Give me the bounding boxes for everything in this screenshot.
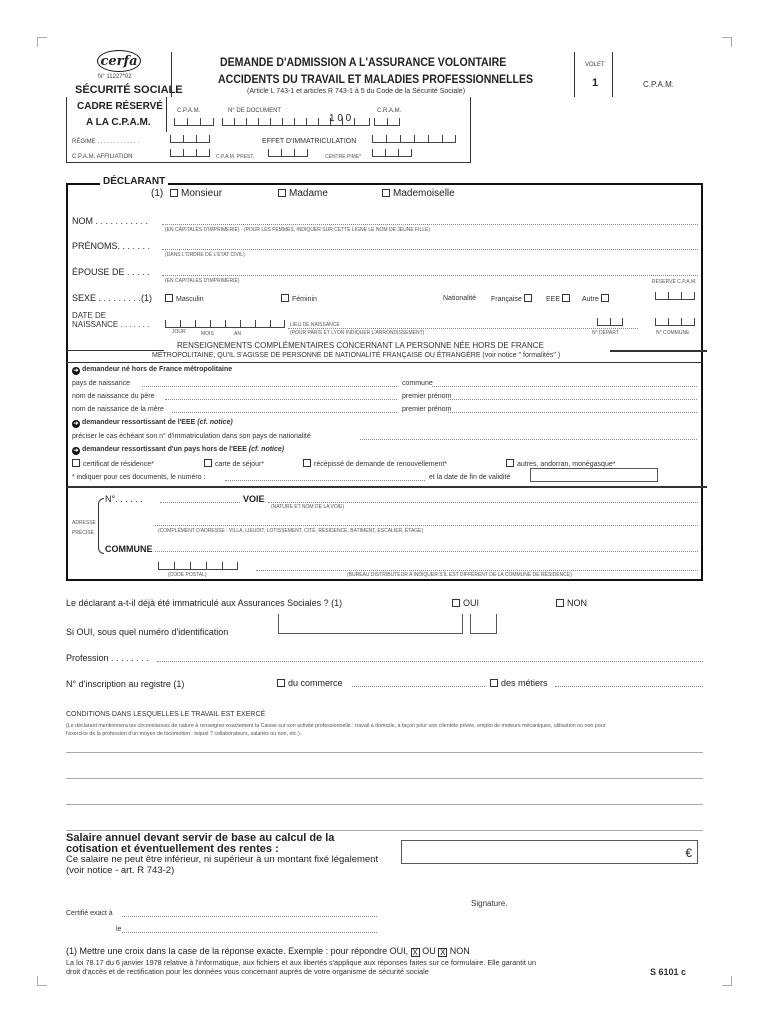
foreign-title-line1: RENSEIGNEMENTS COMPLÉMENTAIRES CONCERNANT LA PERSONNE NÉE HORS DE FRANCE xyxy=(177,341,544,350)
conditions-title: CONDITIONS DANS LESQUELLES LE TRAVAIL EST EXERCÉ xyxy=(66,711,266,718)
form-title-line1: DEMANDE D'ADMISSION A L'ASSURANCE VOLONTAIRE xyxy=(220,55,507,69)
form-number: N° 11227*02 xyxy=(98,74,132,80)
civility-row xyxy=(151,188,163,199)
doc-number-text-field[interactable] xyxy=(225,480,425,481)
crop-mark-bl xyxy=(37,976,47,986)
depart-label: N° DÉPART xyxy=(592,330,619,336)
org-name: SÉCURITÉ SOCIALE xyxy=(75,84,183,96)
salary-field[interactable] xyxy=(401,840,698,864)
cpam-box-title2: A LA C.P.A.M. xyxy=(86,117,151,128)
law-notice-line1: La loi 78.17 du 6 janvier 1978 relative à l'informatique, aux fichiers et aux libertés s'applique aux réponses faites sur ce formulaire. Elle garantit un xyxy=(66,958,537,967)
profession-field[interactable] xyxy=(157,661,703,662)
prenoms-hint: (DANS L'ORDRE DE L'ÉTAT CIVIL) xyxy=(165,252,245,258)
epouse-field[interactable] xyxy=(162,275,698,276)
numero-label: N°. . . . . . xyxy=(105,494,143,504)
immatricule-non[interactable]: NON xyxy=(556,598,587,608)
doc-number-value: 1 0 0 xyxy=(329,113,352,124)
le-label: le xyxy=(116,926,122,933)
cerfa-logo xyxy=(97,50,141,72)
example-checkbox-x-2: X xyxy=(440,948,446,957)
certificat-checkbox[interactable] xyxy=(72,459,80,467)
conditions-hint2: l'exercice de la profession d'un moyen de locomotion : lequel ? collaborateurs, salariés ou non, etc.). xyxy=(66,731,302,737)
cpam-label: C.P.A.M. xyxy=(177,108,201,114)
nom-field[interactable] xyxy=(162,224,698,225)
registre-label: N° d'inscription au registre (1) xyxy=(66,679,185,689)
doc-autres[interactable]: autres, andorran, monégasque* xyxy=(506,459,615,468)
an-label: AN xyxy=(234,331,241,337)
adresse-label2: PRÉCISE xyxy=(72,530,94,536)
nom-mere-label: nom de naissance de la mère xyxy=(72,406,164,413)
signature-label: Signature. xyxy=(471,899,508,908)
commerce-checkbox[interactable] xyxy=(277,679,285,687)
fin-validite-field[interactable] xyxy=(530,468,658,482)
crop-mark-tr xyxy=(722,37,732,47)
bureau-field[interactable] xyxy=(256,570,698,571)
address-brace xyxy=(98,498,104,554)
commune-addr-field[interactable] xyxy=(155,551,698,552)
nom-label: NOM . . . . . . . . . . . xyxy=(72,216,149,226)
numero-question: Si OUI, sous quel numéro d'identification xyxy=(66,627,229,637)
depart-field[interactable] xyxy=(597,317,623,326)
arrow-icon: ➔ xyxy=(73,421,79,427)
commune-code-label: N° COMMUNE xyxy=(656,330,690,336)
foreign-title-line2: MÉTROPOLITAINE, QU'IL S'AGISSE DE PERSONNE DE NATIONALITÉ FRANÇAISE OU ÉTRANGÈRE (voir notice " formalités" ) xyxy=(152,352,561,359)
civility-mademoiselle[interactable]: Mademoiselle xyxy=(382,188,455,199)
conditions-line1[interactable] xyxy=(66,752,703,753)
mois-label: MOIS xyxy=(201,331,214,337)
cerfa-logo-text: cerfa xyxy=(100,53,138,69)
feminin-checkbox[interactable] xyxy=(281,294,289,302)
cram-label: C.R.A.M. xyxy=(377,108,402,114)
code-postal-field[interactable] xyxy=(158,561,238,570)
voie-hint: (NATURE ET NOM DE LA VOIE) xyxy=(271,504,345,510)
autres-checkbox[interactable] xyxy=(506,459,514,467)
volet-label: VOLET xyxy=(585,62,605,68)
immat-label: préciser le cas échéant son n° d'immatriculation dans son pays de nationalité xyxy=(72,433,311,440)
euro-icon: € xyxy=(685,846,692,860)
prenoms-label: PRÉNOMS. . . . . . . xyxy=(72,241,151,251)
arrow-icon: ➔ xyxy=(73,448,79,454)
footer-note: (1) Mettre une croix dans la case de la réponse exacte. Exemple : pour répondre OUI, X OU X NON xyxy=(66,946,470,957)
metiers-field[interactable] xyxy=(555,686,703,687)
naissance-label2: NAISSANCE . . . . . . . xyxy=(72,320,150,329)
autre-checkbox[interactable] xyxy=(601,294,609,302)
commune-addr-label: COMMUNE xyxy=(105,544,153,554)
sub-eee: ➔ demandeur ressortissant de l'EEE (cf. notice) xyxy=(73,419,233,427)
cpam-box-title1: CADRE RÉSERVÉ xyxy=(77,101,163,112)
id-key-field[interactable] xyxy=(470,614,497,634)
non-checkbox[interactable] xyxy=(556,599,564,607)
affiliation-label: C.P.A.M. AFFILIATION xyxy=(72,154,133,160)
immat-field[interactable] xyxy=(360,439,697,440)
nom-pere-label: nom de naissance du père xyxy=(72,393,155,400)
adresse-label1: ADRESSE xyxy=(72,520,96,526)
salary-line2: cotisation et éventuellement des rentes : xyxy=(66,843,279,855)
conditions-line2[interactable] xyxy=(66,778,703,779)
salary-line3: Ce salaire ne peut être inférieur, ni supérieur à un montant fixé légalement xyxy=(66,854,379,865)
centre-label: CENTRE PIME* xyxy=(325,154,362,160)
declarant-box xyxy=(66,183,703,581)
commune-field[interactable] xyxy=(432,386,697,387)
civility-ref: (1) xyxy=(151,188,164,199)
doc-carte-sejour[interactable]: carte de séjour* xyxy=(204,459,264,468)
nom-mere-field[interactable] xyxy=(172,412,397,413)
centre-field[interactable] xyxy=(372,148,412,157)
madame-checkbox[interactable] xyxy=(278,189,286,197)
doc-number-label: N° DE DOCUMENT xyxy=(228,108,282,114)
sub-non-eee: ➔ demandeur ressortissant d'un pays hors de l'EEE (cf. notice) xyxy=(73,446,285,454)
regime-label: RÉGIME . . . . . . . . . . . . . xyxy=(72,139,140,145)
cpam-code-field[interactable] xyxy=(174,117,214,126)
prenom-pere-field[interactable] xyxy=(448,399,697,400)
commune-label: commune xyxy=(402,380,433,387)
id-number-field[interactable] xyxy=(278,614,463,634)
pays-field[interactable] xyxy=(142,386,397,387)
law-notice-line2: droit d'accès et de rectification pour les données vous concernant auprès de votre organisme de sécurité sociale xyxy=(66,967,429,976)
certifie-field[interactable] xyxy=(122,916,377,917)
doc-recepisse[interactable]: récépissé de demande de renouvellement* xyxy=(303,459,447,468)
nom-pere-field[interactable] xyxy=(165,399,397,400)
oui-checkbox[interactable] xyxy=(452,599,460,607)
sexe-feminin[interactable]: Féminin xyxy=(281,294,317,303)
conditions-line3[interactable] xyxy=(66,804,703,805)
salary-line1: Salaire annuel devant servir de base au calcul de la xyxy=(66,832,335,844)
carte-sejour-checkbox[interactable] xyxy=(204,459,212,467)
lieu-label: LIEU DE NAISSANCE xyxy=(290,322,340,328)
birth-date-field[interactable] xyxy=(165,319,285,328)
nationalite-eee[interactable]: EEE xyxy=(546,294,573,303)
sexe-label: SEXE . . . . . . . . .(1) xyxy=(72,293,153,303)
reserve-cpam-label: RÉSERVÉ C.P.A.M. xyxy=(652,279,697,285)
effet-label: EFFET D'IMMATRICULATION xyxy=(262,138,357,145)
nationalite-autre[interactable]: Autre xyxy=(582,294,612,303)
masculin-checkbox[interactable] xyxy=(165,294,173,302)
prenoms-field[interactable] xyxy=(162,249,698,250)
date-field[interactable] xyxy=(122,932,377,933)
prenom-pere-label: premier prénom xyxy=(402,393,452,400)
conditions-hint1: (Le déclarant mentionnera les circonstances de nature à renseigner exactement la Caisse sur son activité professionnelle : travail à domicile, à façon pour une clientèle privée, emploi de moteurs mécaniques, utilisation ou non pour xyxy=(66,723,606,729)
certifie-label: Certifié exact à xyxy=(66,910,113,917)
nationalite-label: Nationalité xyxy=(443,295,477,302)
cp-hint: (CODE POSTAL) xyxy=(168,572,207,578)
regime-field[interactable] xyxy=(170,134,210,143)
sub-born-abroad: ➔ demandeur né hors de France métropolitaine xyxy=(73,366,233,374)
mademoiselle-checkbox[interactable] xyxy=(382,189,390,197)
indiquer-label: * indiquer pour ces documents, le numéro : xyxy=(72,474,206,481)
civility-madame[interactable]: Madame xyxy=(278,188,328,199)
francaise-checkbox[interactable] xyxy=(524,294,532,302)
form-code: S 6101 c xyxy=(650,967,687,977)
naissance-label1: DATE DE xyxy=(72,311,107,320)
fin-validite-label: et la date de fin de validité xyxy=(429,474,511,481)
cram-code-field[interactable] xyxy=(374,117,400,126)
eee-checkbox[interactable] xyxy=(562,294,570,302)
nationalite-francaise[interactable]: Française xyxy=(491,294,535,303)
voie-label: VOIE xyxy=(243,494,265,504)
crop-mark-br xyxy=(722,976,732,986)
complement-field[interactable] xyxy=(155,525,698,526)
profession-label: Profession . . . . . . . . xyxy=(66,653,149,663)
recepisse-checkbox[interactable] xyxy=(303,459,311,467)
declarant-title: DÉCLARANT xyxy=(100,176,168,187)
prest-label: C.P.A.M. PREST. xyxy=(216,154,255,160)
numero-field[interactable] xyxy=(160,502,240,503)
prest-field[interactable] xyxy=(268,148,308,157)
complement-hint: (COMPLÉMENT D'ADRESSE : VILLA, LIEUDIT, LOTISSEMENT, CITÉ, RÉSIDENCE, BATIMENT, ESCALIER, ÉTAGE) xyxy=(158,528,424,534)
commune-code-field[interactable] xyxy=(655,317,695,326)
voie-field[interactable] xyxy=(268,502,698,503)
registre-metiers[interactable]: des métiers xyxy=(490,678,548,688)
arrow-icon: ➔ xyxy=(73,368,79,374)
volet-number: 1 xyxy=(592,77,599,89)
registre-commerce[interactable]: du commerce xyxy=(277,678,343,688)
affiliation-field[interactable] xyxy=(170,148,210,157)
doc-certificat[interactable]: certificat de résidence* xyxy=(72,459,154,468)
crop-mark-tl xyxy=(37,37,47,47)
civility-monsieur[interactable]: Monsieur xyxy=(170,188,222,199)
lieu-hint: (POUR PARIS ET LYON INDIQUER L'ARRONDISSEMENT) xyxy=(290,330,425,336)
metiers-checkbox[interactable] xyxy=(490,679,498,687)
reserve-cpam-field[interactable] xyxy=(655,291,695,300)
bureau-hint: (BUREAU DISTRIBUTEUR A INDIQUER S'IL EST DIFFÉRENT DE LA COMMUNE DE RÉSIDENCE) xyxy=(347,572,572,578)
form-subtitle: (Article L 743-1 et articles R 743-1 à 5 du Code de la Sécurité Sociale) xyxy=(247,88,466,95)
lieu-naissance-field[interactable] xyxy=(288,328,638,329)
salary-line4: (voir notice - art. R 743-2) xyxy=(66,865,175,876)
example-checkbox-x: X xyxy=(412,948,418,957)
jour-label: JOUR xyxy=(172,329,186,335)
immatricule-question: Le déclarant a-t-il déjà été immatriculé aux Assurances Sociales ? (1) xyxy=(66,598,343,608)
sexe-masculin[interactable]: Masculin xyxy=(165,294,204,303)
epouse-hint: (EN CAPITALES D'IMPRIMERIE) xyxy=(165,278,240,284)
nom-hint: (EN CAPITALES D'IMPRIMERIE) - (POUR LES FEMMES, INDIQUER SUR CETTE LIGNE LE NOM DE JEUNE FILLE) xyxy=(165,227,431,233)
commerce-field[interactable] xyxy=(352,686,485,687)
immatricule-oui[interactable]: OUI xyxy=(452,598,479,608)
epouse-label: ÉPOUSE DE . . . . . xyxy=(72,267,150,277)
pays-label: pays de naissance xyxy=(72,380,130,387)
volet-destination: C.P.A.M. xyxy=(643,80,674,89)
form-title-line2: ACCIDENTS DU TRAVAIL ET MALADIES PROFESSIONNELLES xyxy=(218,72,534,86)
monsieur-checkbox[interactable] xyxy=(170,189,178,197)
prenom-mere-label: premier prénom xyxy=(402,406,452,413)
effet-field[interactable] xyxy=(372,134,456,143)
prenom-mere-field[interactable] xyxy=(448,412,697,413)
conditions-line4[interactable] xyxy=(66,830,703,831)
